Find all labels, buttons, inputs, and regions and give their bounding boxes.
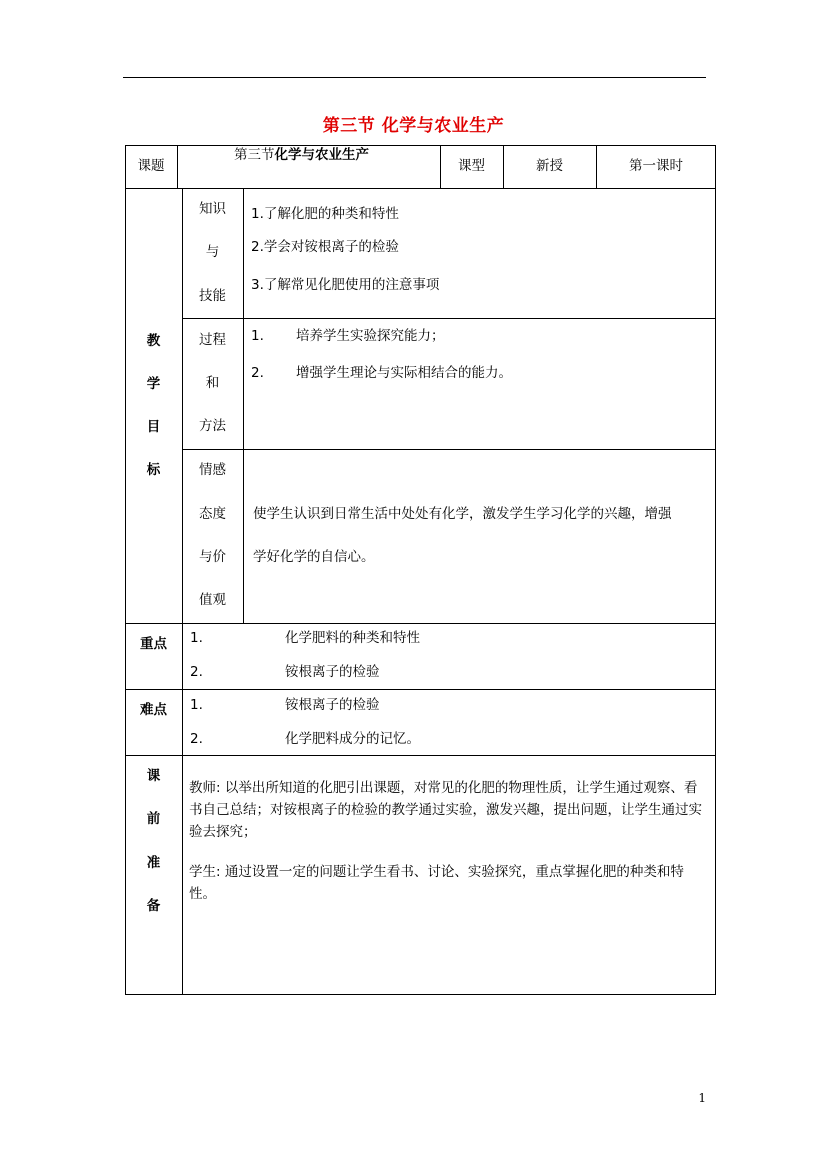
knowledge-item: 1.了解化肥的种类和特性 [251, 206, 399, 222]
knowledge-item: 2.学会对铵根离子的检验 [251, 239, 399, 255]
objectives-label-char: 标 [146, 462, 161, 478]
topic-label: 课题 [137, 158, 165, 174]
objectives-label-char: 目 [146, 419, 161, 435]
difficulty-number: 2. [190, 731, 203, 747]
preparation-label-char: 准 [146, 855, 161, 871]
row-divider [125, 188, 716, 189]
column-divider [177, 145, 178, 188]
emotion-text: 学好化学的自信心。 [253, 549, 375, 565]
key-point-number: 2. [190, 664, 203, 680]
page-number: 1 [698, 1091, 706, 1105]
key-points-label: 重点 [140, 636, 167, 652]
row-divider [125, 623, 716, 624]
process-item-number: 2. [251, 365, 264, 381]
difficulty-text: 铵根离子的检验 [285, 697, 380, 713]
knowledge-item: 3.了解常见化肥使用的注意事项 [251, 277, 440, 293]
topic-prefix: 第三节 [234, 147, 275, 163]
emotion-label: 态度 [199, 506, 226, 522]
row-divider [125, 755, 716, 756]
preparation-label-char: 前 [146, 811, 161, 827]
row-divider [125, 689, 716, 690]
process-label: 过程 [199, 332, 226, 348]
process-label: 方法 [199, 418, 226, 434]
period-value: 第一课时 [629, 158, 683, 174]
type-value: 新授 [536, 158, 563, 174]
objectives-label-char: 学 [146, 376, 161, 392]
column-divider [243, 188, 244, 623]
difficulty-text: 化学肥料成分的记忆。 [285, 731, 420, 747]
preparation-label-char: 备 [146, 898, 161, 914]
student-preparation: 学生: 通过设置一定的问题让学生看书、讨论、实验探究，重点掌握化肥的种类和特性。 [189, 864, 684, 902]
emotion-label: 与价 [199, 549, 226, 565]
key-point-text: 铵根离子的检验 [285, 664, 380, 680]
knowledge-label: 与 [205, 244, 220, 260]
header-rule [123, 77, 706, 78]
difficulty-number: 1. [190, 697, 203, 713]
row-divider [182, 318, 716, 319]
topic-bold: 化学与农业生产 [274, 147, 369, 163]
key-point-number: 1. [190, 630, 203, 646]
topic-value [234, 146, 369, 164]
process-item-number: 1. [251, 328, 264, 344]
objectives-label-char: 教 [146, 333, 161, 349]
page-title: 第三节 化学与农业生产 [322, 116, 505, 136]
row-divider [182, 449, 716, 450]
knowledge-label: 知识 [199, 201, 226, 217]
key-point-text: 化学肥料的种类和特性 [285, 630, 420, 646]
difficulties-label: 难点 [140, 702, 167, 718]
type-label: 课型 [458, 158, 485, 174]
emotion-label: 情感 [199, 462, 226, 478]
teacher-preparation: 教师: 以举出所知道的化肥引出课题，对常见的化肥的物理性质，让学生通过观察、看书自己总结；对铵根离子的检验的教学通过实验，激发兴趣，提出问题，让学生通过实验去探究； [189, 780, 702, 840]
process-label: 和 [205, 375, 220, 391]
preparation-label-char: 课 [146, 768, 161, 784]
emotion-text: 使学生认识到日常生活中处处有化学，激发学生学习化学的兴趣，增强 [253, 506, 672, 522]
process-item-text: 增强学生理论与实际相结合的能力。 [296, 365, 512, 381]
process-item-text: 培养学生实验探究能力； [296, 328, 445, 344]
knowledge-label: 技能 [199, 288, 226, 304]
emotion-label: 值观 [199, 592, 226, 608]
